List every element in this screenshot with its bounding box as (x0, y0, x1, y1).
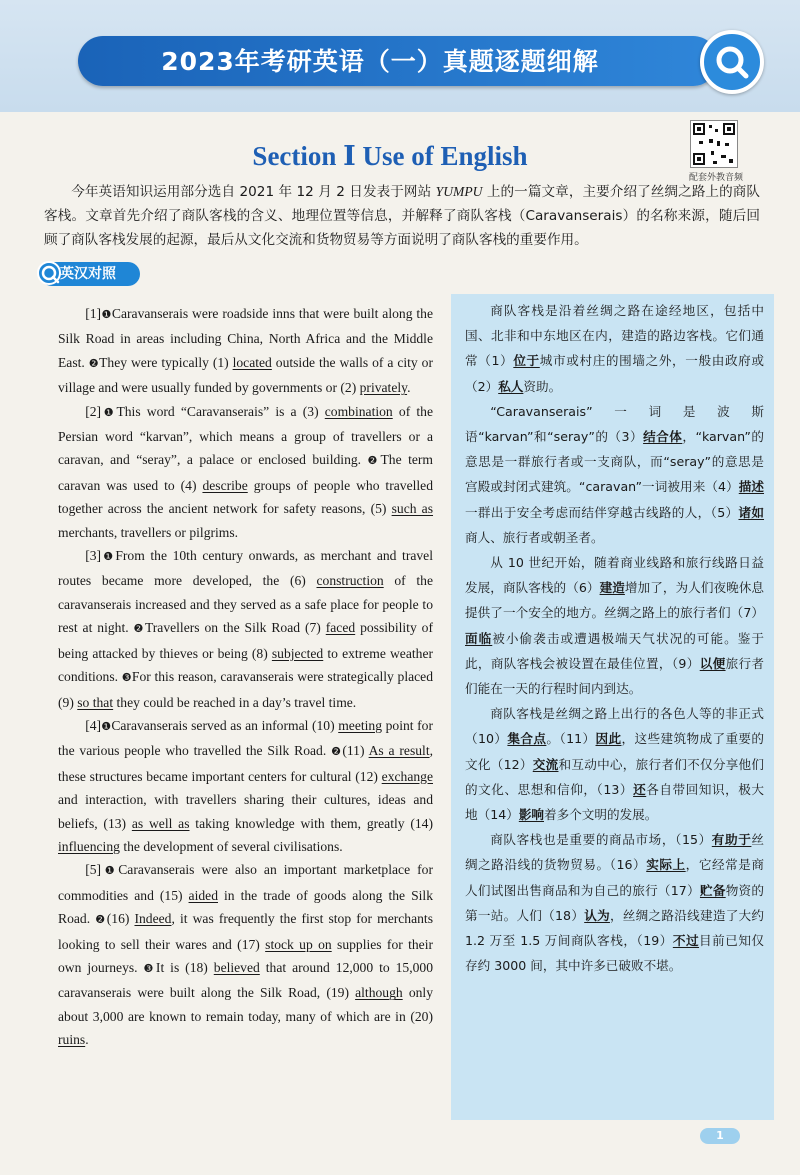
answer-word: located (232, 354, 272, 370)
answer-translation: 因此 (595, 731, 622, 747)
answer-word: construction (316, 573, 384, 589)
answer-translation: 不过 (672, 933, 700, 949)
chinese-paragraph: 商队客栈是沿着丝绸之路在途经地区，包括中国、北非和中东地区在内，建造的路边客栈。它们通常（1）位于城市或村庄的围墙之外，一般由政府或（2）私人资助。 (465, 303, 764, 394)
answer-word: faced (325, 620, 356, 636)
qr-code-icon[interactable] (690, 120, 738, 168)
answer-word: influencing (58, 838, 120, 854)
magnifier-icon (700, 30, 764, 94)
answer-word: ruins (58, 1032, 86, 1048)
answer-word: such as (391, 501, 434, 517)
english-paragraph: [4]❶Caravanserais served as an informal (10) meeting point for the various people who travelled the Silk Road. ❷(11) As a result, these structures became important centers for cultural (12) exchange and interaction, with travellers sharing their cultures, ideas and beliefs, (13) as well as taking knowledge with them, greatly (14) influencing the development of several civilisations. (58, 717, 434, 854)
answer-word: As a result (368, 743, 430, 759)
answer-translation: 位于 (513, 353, 540, 369)
answer-translation: 描述 (738, 479, 765, 495)
page-number: 1 (700, 1128, 740, 1144)
answer-word: aided (188, 887, 218, 903)
answer-translation: 结合体 (643, 429, 683, 445)
chinese-paragraph: 商队客栈也是重要的商品市场，（15）有助于丝绸之路沿线的货物贸易。（16）实际上，它经常是商人们试图出售商品和为自己的旅行（17）贮备物资的第一站。人们（18）认为，丝绸之路沿线建造了大约 1.2 万至 1.5 万间商队客栈，（19）不过目前已知仅存约 3000 间，其中许多已破败不堪。 (465, 832, 765, 974)
answer-translation: 集合点 (507, 731, 547, 747)
answer-word: although (355, 985, 403, 1001)
answer-word: Indeed (134, 911, 172, 927)
answer-word: describe (202, 477, 248, 493)
answer-word: meeting (338, 717, 383, 733)
answer-translation: 以便 (699, 655, 726, 671)
answer-translation: 交流 (532, 756, 559, 772)
answer-word: so that (77, 694, 114, 710)
answer-translation: 面临 (465, 630, 493, 646)
answer-translation: 建造 (599, 580, 625, 596)
answer-translation: 贮备 (699, 882, 726, 898)
section-title: Section Ⅰ Use of English (252, 141, 528, 171)
answer-translation: 私人 (498, 378, 524, 394)
answer-translation: 还 (633, 781, 647, 797)
english-paragraph: [3]❶From the 10th century onwards, as merchant and travel routes became more developed, the (6) construction of the caravanserais increased and they served as a safe place for people to rest at night. ❷Travellers on the Silk Road (7) faced possibility of being attacked by thieves or being (8) subjected to extreme weather conditions. ❸For this reason, caravanserais were strategically placed (9) so that they could be reached in a day’s travel time. (58, 548, 434, 710)
answer-translation: 影响 (518, 807, 544, 823)
answer-translation: 实际上 (646, 857, 686, 873)
answer-word: as well as (131, 815, 190, 831)
answer-word: subjected (271, 645, 324, 661)
english-paragraph: [5]❶Caravanserais were also an important marketplace for commodities and (15) aided in the trade of goods along the Silk Road. ❷(16) Indeed, it was frequently the first stop for merchants looking to sell their wares and (17) stock up on supplies for their own journeys. ❸It is (18) believed that around 12,000 to 15,000 caravanserais were built along the Silk Road, (19) although only about 3,000 are known to remain today, many of which are in (20) ruins. (58, 862, 433, 1048)
chinese-paragraph: 商队客栈是丝绸之路上出行的各色人等的非正式（10）集合点。（11）因此，这些建筑物成了重要的文化（12）交流和互动中心，旅行者们不仅分享他们的文化、思想和信仰，（13）还各自带回知识，极大地（14）影响着多个文明的发展。 (465, 706, 765, 823)
english-paragraph: [2]❶This word “Caravanserais” is a (3) combination of the Persian word “karvan”, which means a group of travellers or a caravan, and “seray”, a palace or enclosed building. ❷The term caravan was used to (4) describe groups of people who travelled together across the ancient network for safety reasons, (5) such as merchants, travellers or pilgrims. (58, 403, 434, 540)
intro-paragraph: 今年英语知识运用部分选自 2021 年 12 月 2 日发表于网站 YUMPU 上的一篇文章，主要介绍了丝绸之路上的商队客栈。文章首先介绍了商队客栈的含义、地理位置等信息，并解释了商队客栈（Caravanserais）的名称来源，随后回顾了商队客栈发展的起源，最后从文化交流和货物贸易等方面说明了商队客栈的重要作用。 (44, 184, 760, 248)
qr-caption: 配套外教音频 (688, 173, 743, 183)
answer-translation: 诸如 (738, 504, 765, 520)
tag-label: 英汉对照 (60, 266, 116, 282)
banner-title: 2023年考研英语（一）真题逐题细解 (161, 47, 599, 76)
answer-word: stock up on (265, 936, 332, 952)
answer-word: exchange (381, 768, 433, 784)
answer-word: combination (324, 403, 393, 419)
english-paragraph: [1]❶Caravanserais were roadside inns that were built along the Silk Road in areas including China, North Africa and the Middle East. ❷They were typically (1) located outside the walls of a city or village and were usually funded by governments or (2) privately. (58, 306, 433, 396)
chinese-translation-panel (451, 294, 774, 1120)
answer-translation: 认为 (584, 907, 610, 923)
chinese-paragraph: “Caravanserais”一词是波斯语“karvan”和“seray”的（3）结合体，“karvan”的意思是一群旅行者或一支商队，而“seray”的意思是宫殿或封闭式建筑。“caravan”一词被用来（4）描述一群出于安全考虑而结伴穿越古线路的人，（5）诸如商人、旅行者或朝圣者。 (465, 403, 765, 545)
answer-word: believed (213, 959, 260, 975)
chinese-paragraph: 从 10 世纪开始，随着商业线路和旅行线路日益发展，商队客栈的（6）建造增加了，为人们夜晚休息提供了一个安全的地方。丝绸之路上的旅行者们（7）面临被小偷袭击或遭遇极端天气状况的可能。鉴于此，商队客栈会被设置在最佳位置，（9）以便旅行者们能在一天的行程时间内到达。 (465, 555, 765, 697)
answer-word: privately (359, 380, 408, 396)
answer-translation: 有助于 (711, 832, 752, 848)
english-passage (58, 302, 433, 1122)
